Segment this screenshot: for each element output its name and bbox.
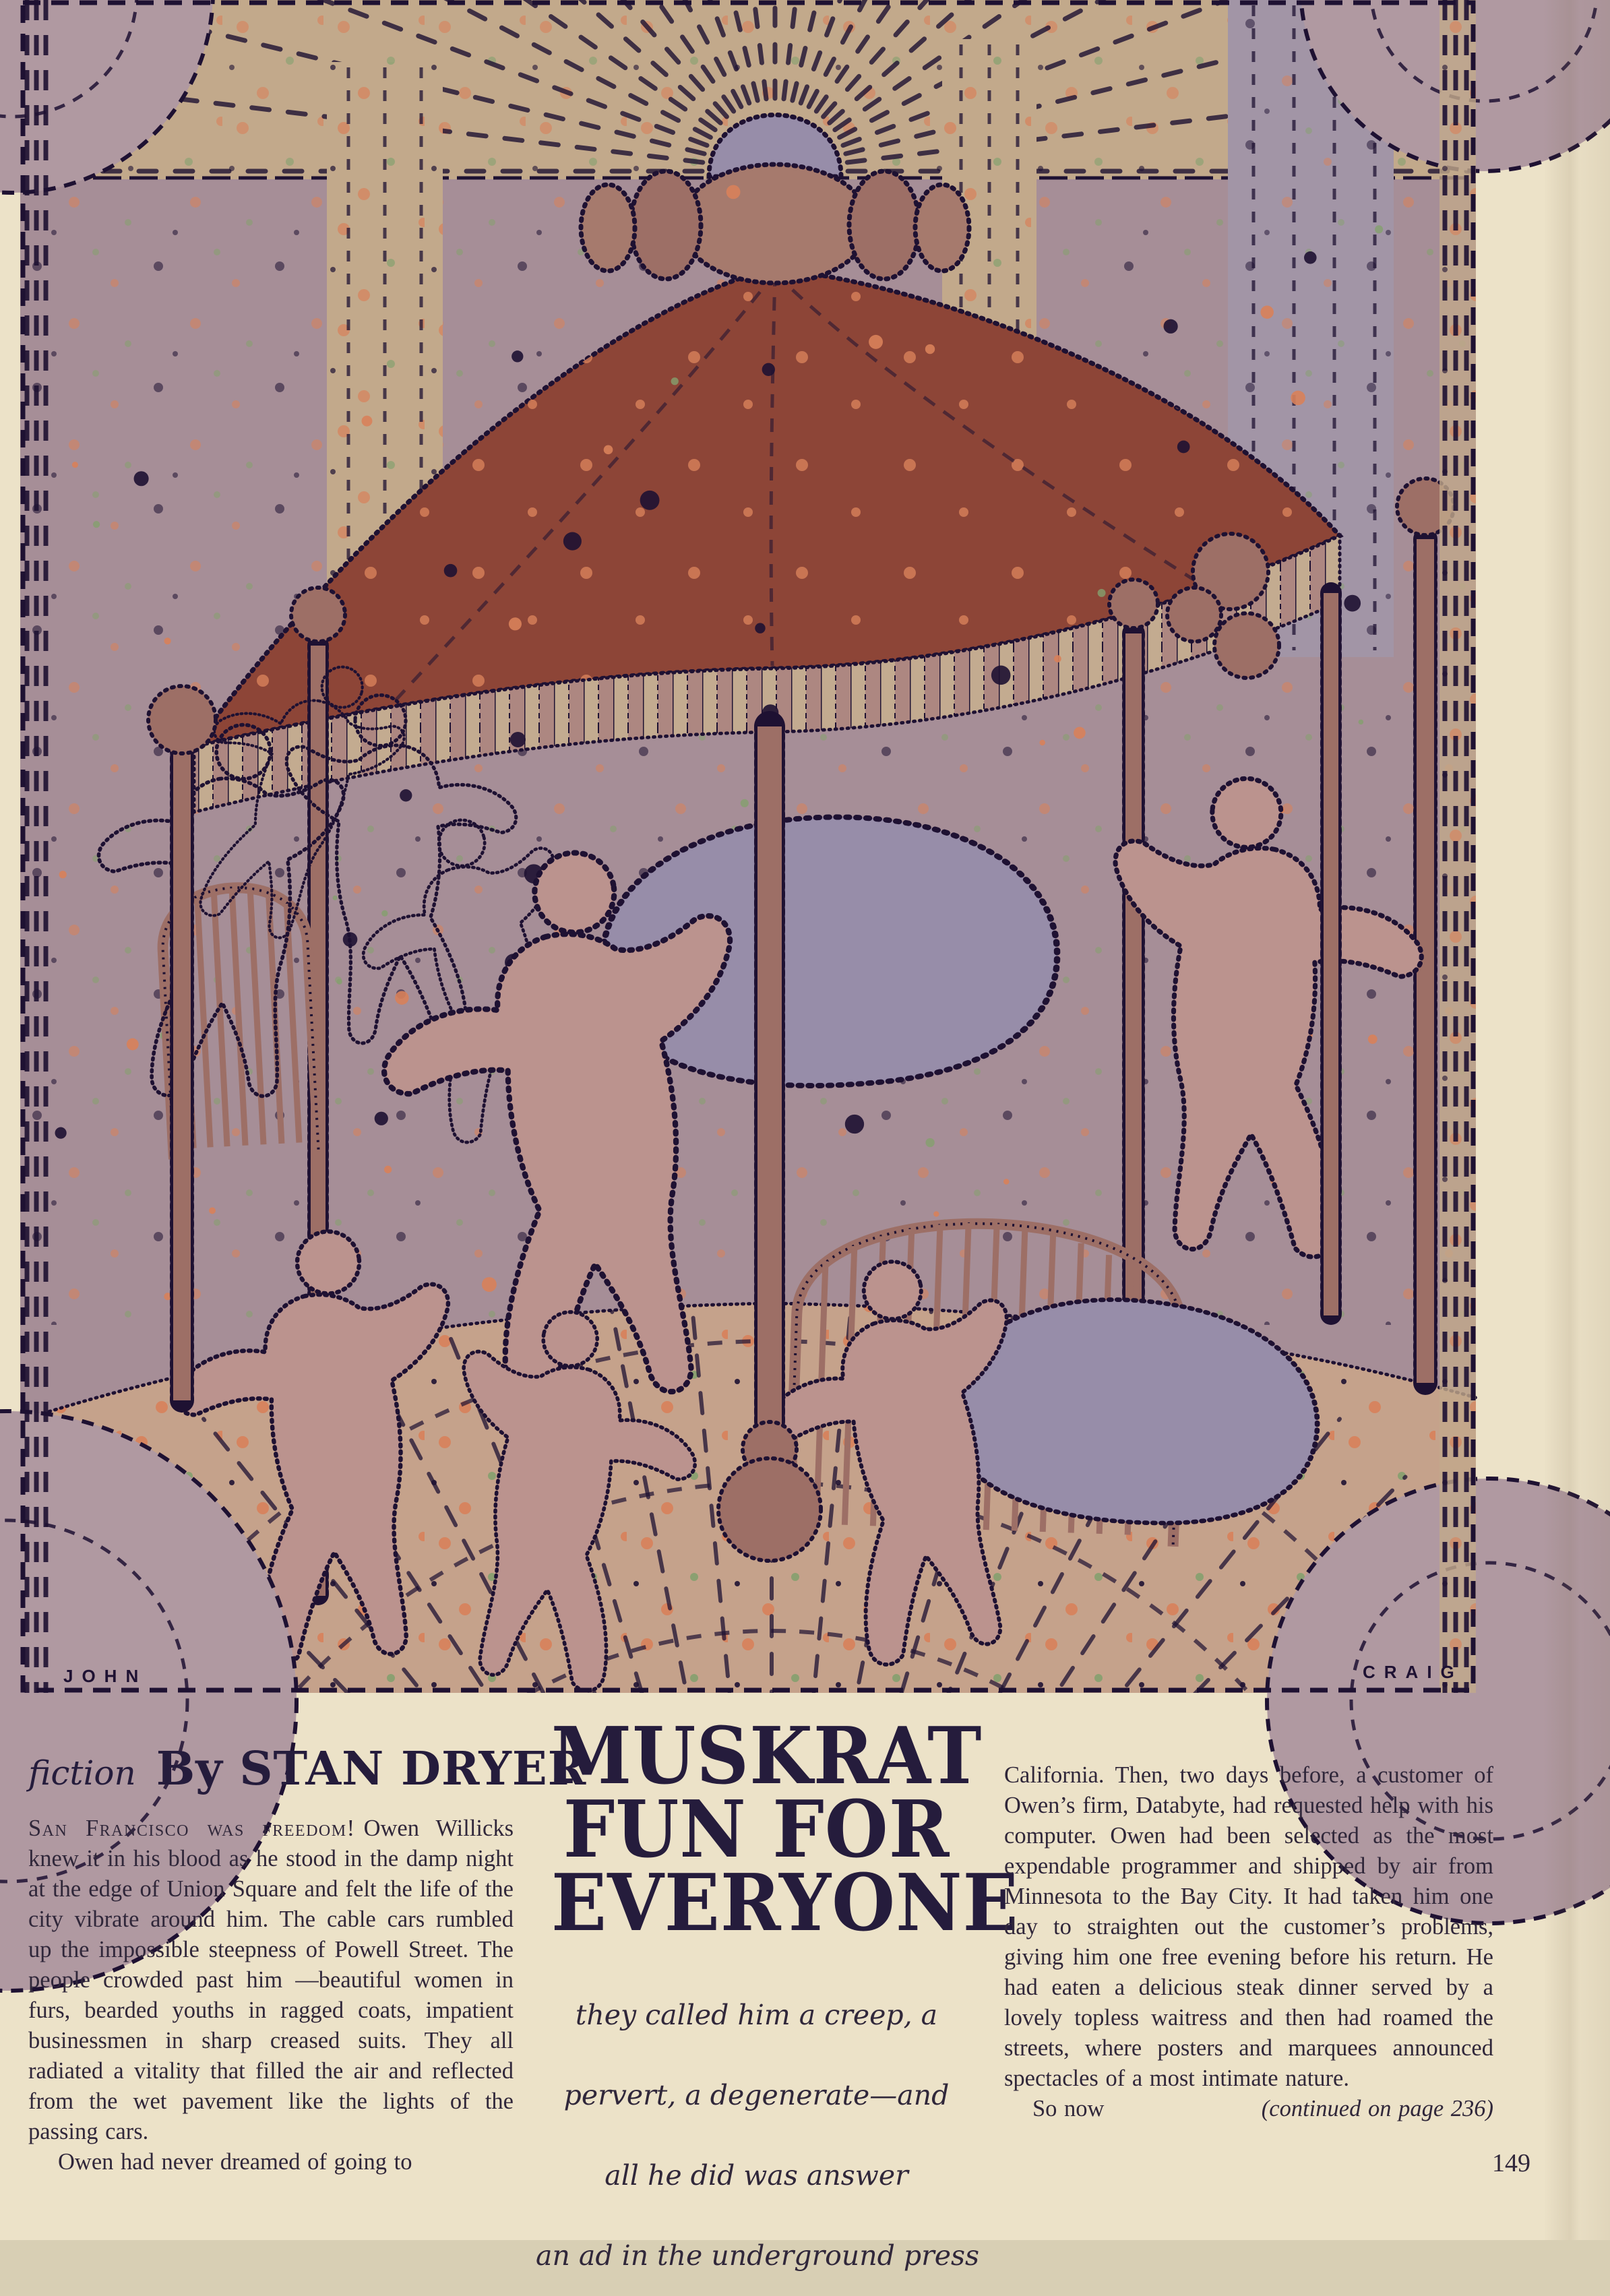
paragraph xyxy=(1004,2094,1493,2124)
continued-note: (continued on page 236) xyxy=(1261,2096,1493,2121)
deck-line: pervert, a degenerate—and xyxy=(563,2079,950,2111)
signature-john: JOHN xyxy=(63,1666,148,1686)
right-column-text xyxy=(1004,1760,1493,2124)
byline: By STAN DRYER xyxy=(156,1742,587,1796)
left-column-text xyxy=(28,1813,514,2177)
title-line: FUN FOR xyxy=(563,1784,950,1875)
paragraph: California. Then, two days before, a customer of Owen’s firm, Databyte, had requested help with his computer. Owen had been selected as the most expendable programmer and shipped by air from Minnesota to the Bay City. It had taken him one day to straighten out the customer’s problems, giving him one free evening before his return. He had eaten a delicious steak dinner served by a lovely topless waitress and then had roamed the streets, where posters and marquees announced spectacles of a most intimate nature. xyxy=(1004,1762,1493,2091)
carousel-illustration-svg xyxy=(20,0,1476,1693)
story-deck xyxy=(536,1975,980,2296)
center-column xyxy=(536,1710,1019,2296)
paragraph: Owen had never dreamed of going to xyxy=(58,2149,412,2175)
page-number: 149 xyxy=(1492,2149,1530,2177)
deck-line: they called him a creep, a xyxy=(575,1999,938,2031)
title-line: EVERYONE xyxy=(551,1857,1019,1949)
deck-line: an ad in the underground press xyxy=(536,2239,980,2272)
paragraph-start: So now xyxy=(1032,2096,1105,2121)
right-column xyxy=(1004,1760,1493,2124)
headline-row xyxy=(28,1742,587,1796)
left-column xyxy=(28,1742,587,2177)
carousel-illustration xyxy=(20,0,1476,1693)
lead-in: San Francisco was freedom! xyxy=(28,1816,356,1841)
story-title xyxy=(536,1710,1019,1949)
paragraph xyxy=(28,1813,514,2147)
deck-line: all he did was answer xyxy=(605,2159,908,2192)
paragraph-text: Owen Willicks knew it in his blood as he stood in the damp night at the edge of Union Square and felt the life of the city vibrate around him. The cable cars rumbled up the impossible steepness of Powell Street. The people crowded past him —beautiful women in furs, bearded youths in ragged coats, impatient businessmen in sharp creased suits. They all radiated a vitality that filled the air and reflected from the wet pavement like the lights of the passing cars. xyxy=(28,1816,514,2144)
kicker: fiction xyxy=(28,1754,136,1793)
signature-craig: CRAIG xyxy=(1363,1662,1463,1682)
title-line: MUSKRAT xyxy=(551,1710,983,1802)
